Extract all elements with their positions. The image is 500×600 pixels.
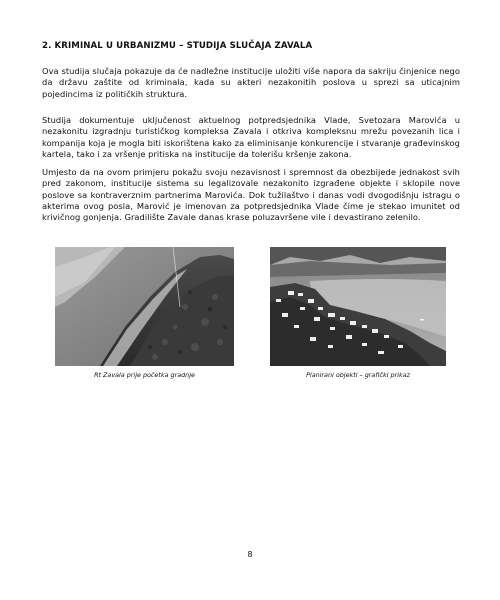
paragraph-intro: Ova studija slučaja pokazuje da će nadležne institucije uložiti više napora da sakriju činjenice nego da državu zaštite od kriminala, kada su akteri nezakonitih poslova u sprezi sa uticajnim pojedincima iz političkih struktura.	[42, 66, 460, 99]
paragraph-institutions: Umjesto da na ovom primjeru pokažu svoju nezavisnost i spremnost da obezbijede jednakost svih pred zakonom, institucije sistema su legalizovale nezakonito izgrađene objekte i sklopile nove poslove sa kontraverznim partnerima Marovića. Dok tužilaštvo i danas vodi dvogodišnju istragu o akterima ovog posla, Marović je imenovan za potpredsjednika Vlade čime je stekao imunitet od krivičnog gonjenja. Gradilište Zavale danas krase poluzavršene vile i devastirano zelenilo.	[42, 167, 460, 223]
photo-planned-buildings-rendering	[270, 247, 446, 366]
figure-caption-planned: Planirani objekti – grafički prikaz	[306, 371, 410, 379]
figure-caption-before: Rt Zavala prije početka gradnje	[94, 371, 195, 379]
photo-zavala-before-construction	[55, 247, 234, 366]
paragraph-study: Studija dokumentuje uključenost aktuelnog potpredsjednika Vlade, Svetozara Marovića u nezakonitu izgradnju turističkog kompleksa Zavala i otkriva kompleksnu mrežu povezanih lica i kompanija koja je mogla biti iskorištena kako za eliminisanje konkurencije i stvaranje građevinskog kartela, tako i za vršenje pritiska na institucije da tolerišu kršenje zakona.	[42, 115, 460, 159]
page-number: 8	[247, 550, 253, 559]
section-heading: 2. KRIMINAL U URBANIZMU – STUDIJA SLUČAJA ZAVALA	[42, 41, 313, 51]
